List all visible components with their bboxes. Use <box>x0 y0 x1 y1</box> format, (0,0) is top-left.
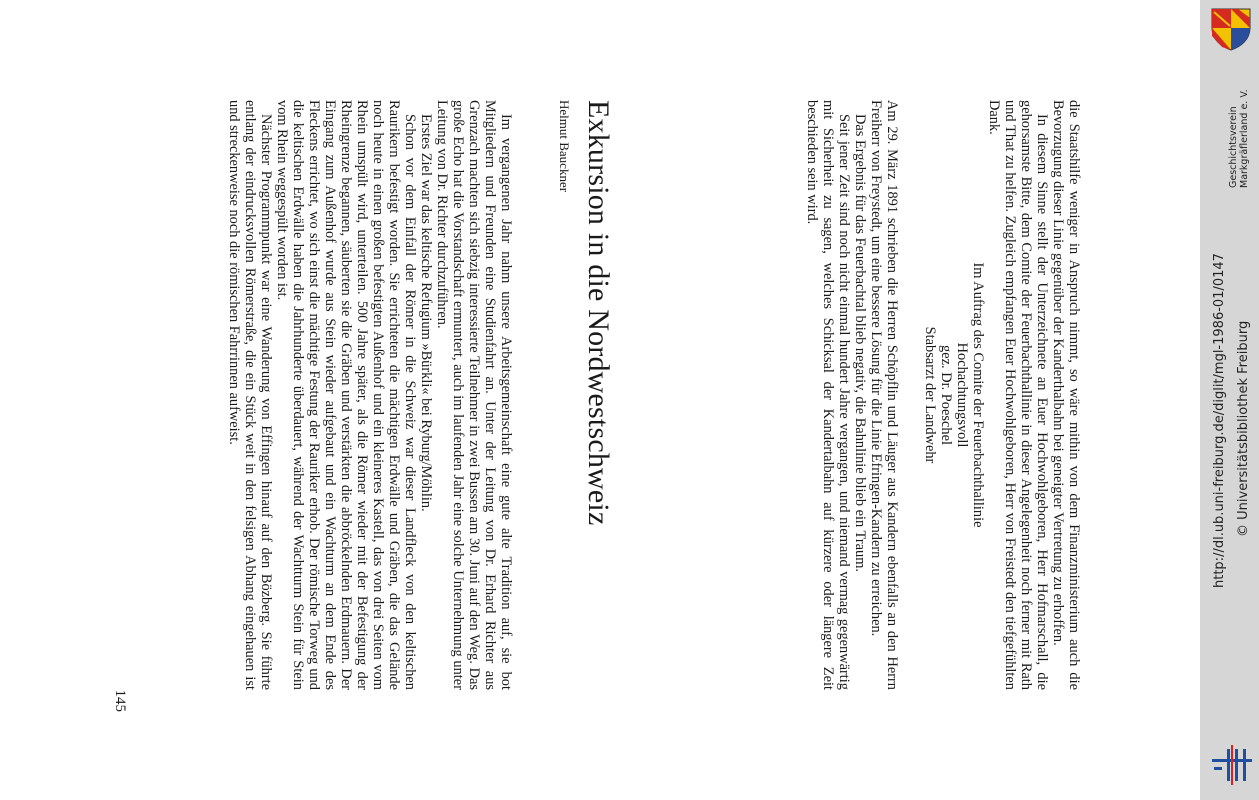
university-library-logo-icon <box>1208 745 1254 785</box>
article-title: Exkursion in die Nordwestschweiz <box>582 100 615 526</box>
page-number: 145 <box>112 689 128 712</box>
signature-line: Im Auftrag des Comite der Feuerbachthallinie <box>970 262 986 528</box>
paragraph: In diesem Sinne stellt der Unterzeichnete an Euer Hochwohlgeboren, Herr Hofmarschall, die gehorsamste Bitte, dem Comite der Feuerbachthallinie in dieser Angelegenheit noch ferner mit Rath und That zu helfen. Zugleich empfangen Euer Hochwohlgeboren, Herr von Freistedt den tiefgefühlten Dank. <box>986 100 1050 690</box>
paragraph: Seit jener Zeit sind noch nicht einmal hundert Jahre vergangen, und niemand vermag gegenwärtig mit Sicherheit zu sagen, welches Schicksal der Kandertalbahn auf kürzere oder längere Zeit beschieden sein wird. <box>804 100 852 690</box>
paragraph: Im vergangenen Jahr nahm unsere Arbeitsgemeinschaft eine gute alte Tradition auf, sie bot Mitgliedern und Freunden eine Studienfahrt an. Unter der Leitung von Dr. Erhard Richter aus Grenzach machten sich siebzig interessierte Teilnehmer in zwei Bussen am 30. Juni auf den Weg. Das große Echo hat die Vorstandschaft ermuntert, auch im laufenden Jahr eine solche Unternehmung unter Leitung von Dr. Richter durchzuführen. <box>434 100 514 690</box>
source-url[interactable]: http://dl.ub.uni-freiburg.de/diglit/mgl-1986-01/0147 <box>1212 253 1227 588</box>
signature-line: Hochachtungsvoll <box>954 342 970 448</box>
signature-block <box>922 100 986 690</box>
viewer-side-strip <box>1200 0 1259 800</box>
paragraph: Schon vor dem Einfall der Römer in die Schweiz war dieser Landfleck von den keltischen Raurikern befestigt worden. Sie errichteten die mächtigen Erdwälle und Gräben, die das Gelände noch heute in einen großen befestigten Außenhof und ein kleineres Kastell, das von drei Seiten vom Rhein umspült wird, unterteilen. 500 Jahre später, als die Römer wieder mit der Befestigung der Rheingrenze begannen, säuberten sie die Gräben und verstärkten die abbröckelnden Erdmauern. Der Eingang zum Außenhof wurde aus Stein wieder aufgebaut und ein Wachturm an dem Ende des Fleckens errichtet, wo sich einst die mächtige Festung der Rauriker erhob. Der römische Torweg und die keltischen Erdwälle haben die Jahrhunderte überdauert, während der Wachtturm Stein für Stein vom Rhein weggespült worden ist. <box>274 100 418 690</box>
society-name-line: Markgräflerland e. V. <box>1239 89 1250 188</box>
paragraph: die Staatshilfe weniger in Anspruch nimmt, so wäre mithin von dem Finanzministerium auch die Bevorzugung dieser Linie gegenüber der Kanderthalbahn bei geneigter Vertretung zu erhoffen. <box>1050 100 1082 690</box>
letter-text-block <box>804 100 1082 690</box>
article-body <box>226 100 514 690</box>
society-name <box>1228 89 1250 188</box>
copyright-notice: © Universitätsbibliothek Freiburg <box>1236 320 1251 537</box>
article-author: Helmut Bauckner <box>557 100 572 193</box>
signature-line: Stabsarzt der Landwehr <box>922 326 938 464</box>
paragraph: Das Ergebnis für das Feuerbachtal blieb negativ, die Bahnlinie blieb ein Traum. <box>852 114 868 572</box>
signature-line: gez. Dr. Poeschel <box>938 345 954 445</box>
society-name-line: Geschichtsverein <box>1228 106 1239 188</box>
paragraph: Nächster Programmpunkt war eine Wanderung von Effingen hinauf auf den Bözberg. Sie führte entlang der eindrucksvollen Römerstraße, die ein Stück weit in den felsigen Abhang eingehauen ist und streckenweise noch die römischen Fahrrinnen aufweist. <box>226 100 274 690</box>
paragraph: Am 29. März 1891 schrieben die Herren Schöpflin und Läuger aus Kandern ebenfalls an den Herrn Freiherr von Freystedt, um eine bessere Lösung für die Linie Efringen-Kandern zu erreichen. <box>868 100 900 690</box>
paragraph: Erstes Ziel war das keltische Refugium »Bürkli« bei Ryburg/Möhlin. <box>418 114 434 512</box>
coat-of-arms-crest-icon <box>1208 6 1254 52</box>
